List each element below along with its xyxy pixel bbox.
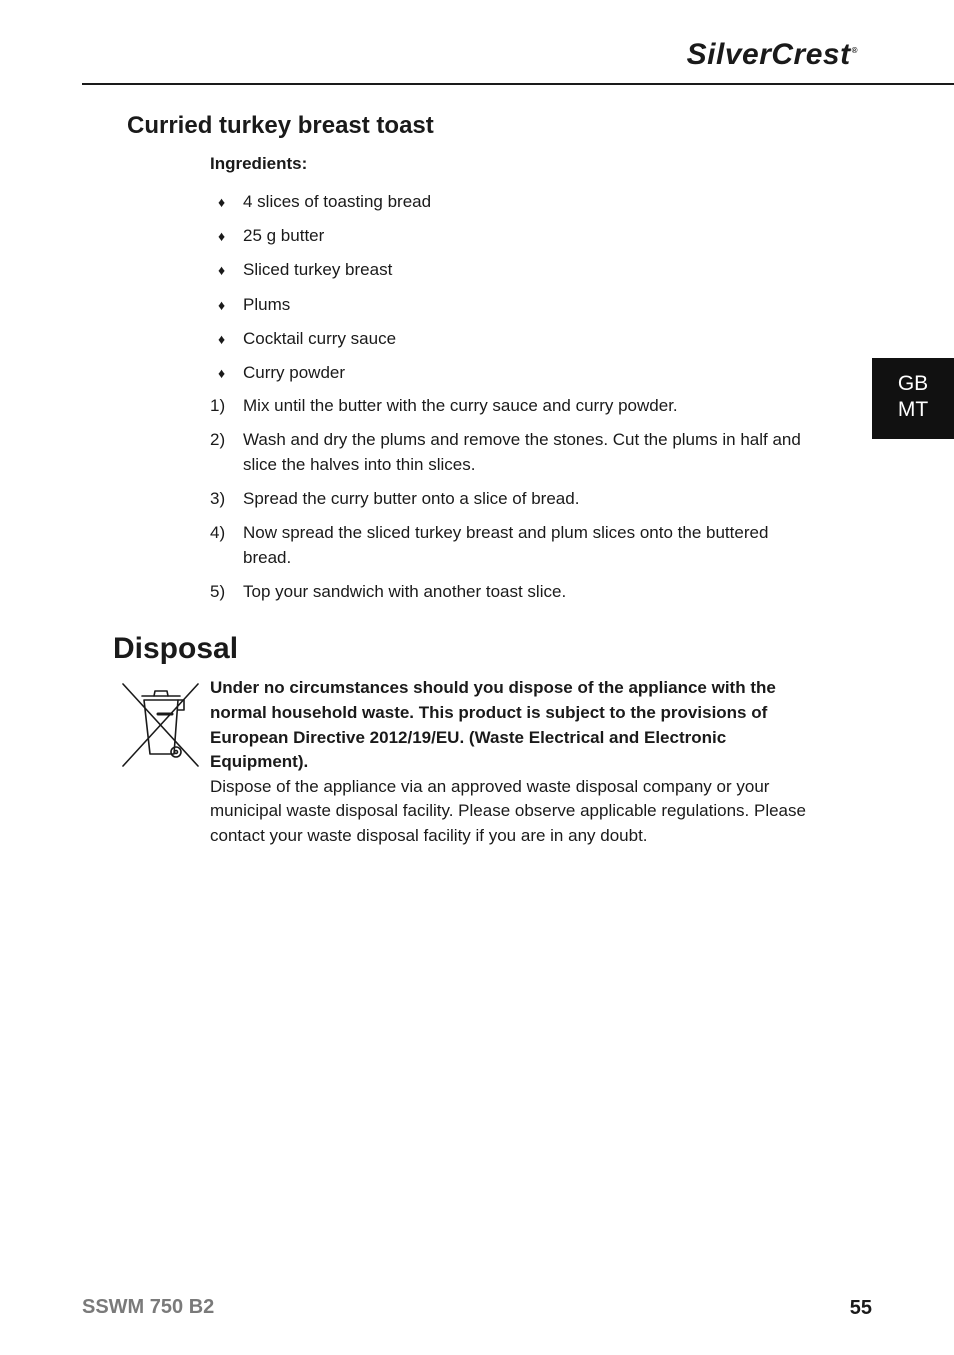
step-text: Top your sandwich with another toast slice. [243, 582, 567, 601]
footer-model-number: SSWM 750 B2 [82, 1296, 215, 1318]
footer-page-number: 55 [849, 1297, 872, 1319]
language-code-mt: MT [897, 398, 929, 421]
recipe-step-1 [210, 393, 820, 418]
language-tab [872, 358, 954, 439]
crossed-out-wheelie-bin-icon [120, 680, 202, 770]
disposal-title: Disposal [113, 632, 239, 665]
recipe-step-2 [210, 427, 820, 477]
step-number: 5) [210, 582, 226, 601]
step-number: 4) [210, 523, 226, 542]
diamond-bullet-icon: ♦ [218, 194, 226, 210]
step-number: 3) [210, 489, 226, 508]
ingredient-item [210, 224, 431, 258]
recipe-step-5 [210, 579, 820, 604]
recipe-step-3 [210, 486, 820, 511]
ingredient-text: Cocktail curry sauce [243, 328, 397, 348]
step-text: Spread the curry butter onto a slice of bread. [243, 489, 580, 508]
recipe-step-4 [210, 520, 820, 570]
header-divider [82, 83, 954, 85]
step-text: Wash and dry the plums and remove the stones. Cut the plums in half and slice the halves into thin slices. [243, 430, 801, 474]
ingredients-heading: Ingredients: [210, 154, 308, 173]
recipe-title: Curried turkey breast toast [127, 112, 434, 139]
disposal-warning: Under no circumstances should you dispose of the appliance with the normal household waste. This product is subject to the provisions of European Directive 2012/19/EU. (Waste Electrical and Electronic Equipment). [210, 678, 776, 772]
ingredient-text: Plums [243, 294, 291, 314]
brand-name: SilverCrest [686, 38, 851, 71]
diamond-bullet-icon: ♦ [218, 228, 226, 245]
ingredient-text: Curry powder [243, 362, 346, 382]
ingredient-text: 4 slices of toasting bread [243, 192, 432, 211]
step-number: 1) [210, 396, 226, 415]
step-text: Now spread the sliced turkey breast and plum slices onto the buttered bread. [243, 523, 769, 567]
step-number: 2) [210, 430, 226, 449]
registered-mark: ® [851, 46, 858, 55]
ingredient-item [210, 258, 431, 292]
diamond-bullet-icon: ♦ [218, 262, 226, 279]
brand-logo [687, 38, 858, 72]
ingredients-list [210, 190, 431, 395]
language-code-gb: GB [897, 372, 929, 395]
ingredient-item [210, 190, 431, 224]
ingredient-text: 25 g butter [243, 226, 325, 246]
disposal-instructions: Dispose of the appliance via an approved waste disposal company or your municipal waste disposal facility. Please observe applicable regulations. Please contact your waste disposal facility if you are in any doubt. [210, 777, 806, 845]
ingredient-item [210, 361, 431, 395]
ingredient-item [210, 327, 431, 361]
ingredient-item [210, 293, 431, 327]
diamond-bullet-icon: ♦ [218, 330, 226, 347]
step-text: Mix until the butter with the curry sauce and curry powder. [243, 396, 678, 415]
diamond-bullet-icon: ♦ [218, 364, 226, 381]
diamond-bullet-icon: ♦ [218, 296, 226, 313]
ingredient-text: Sliced turkey breast [243, 260, 393, 280]
